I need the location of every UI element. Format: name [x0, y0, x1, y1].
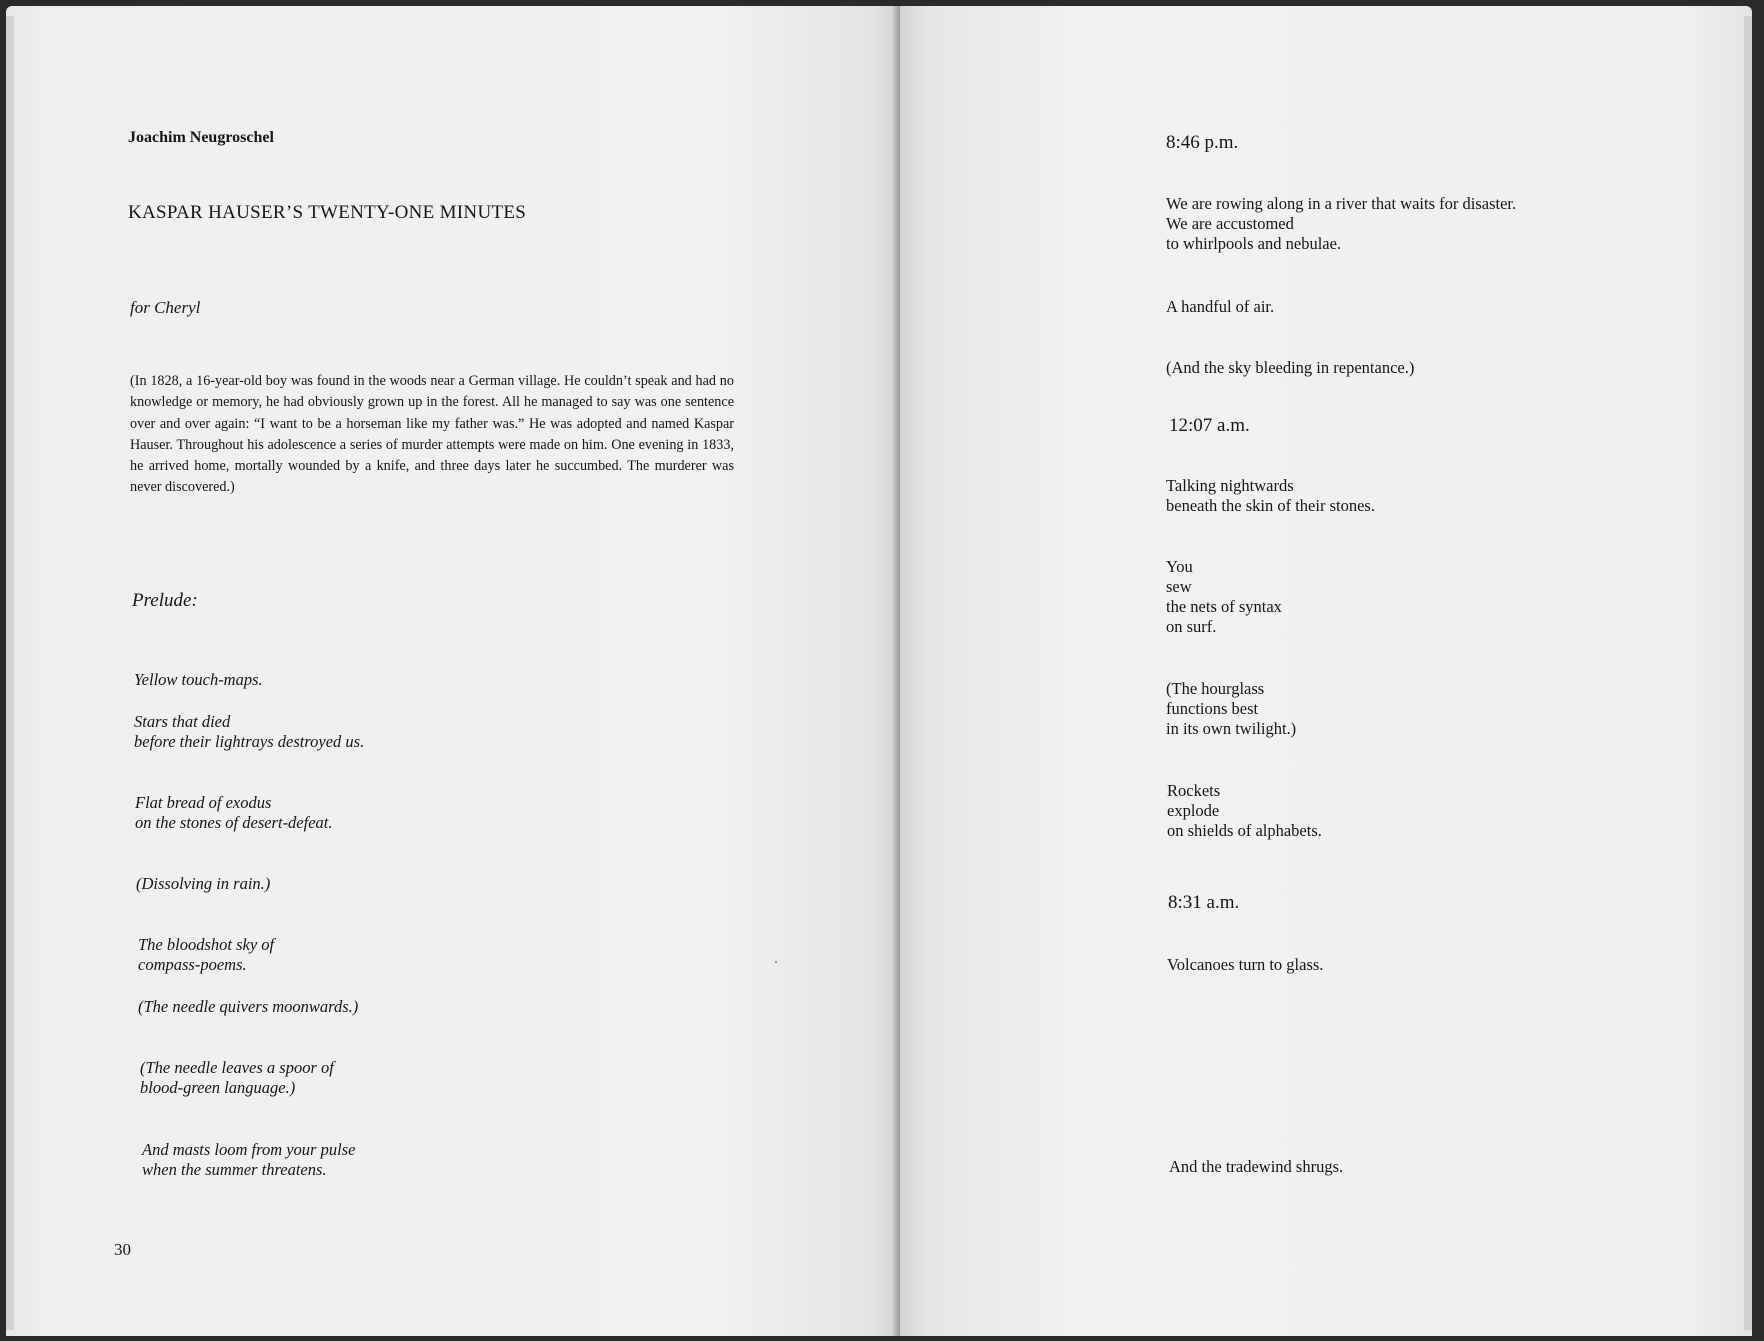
stanza: [1167, 955, 1323, 975]
stanza: [1166, 194, 1516, 254]
stanza-line: to whirlpools and nebulae.: [1166, 234, 1342, 253]
dedication: for Cheryl: [130, 298, 201, 317]
stanza-line: (The needle quivers moonwards.): [138, 997, 359, 1016]
stanza: [1166, 476, 1375, 516]
right-page: [900, 6, 1752, 1336]
stanza-line: on surf.: [1166, 617, 1217, 636]
stanza-line: Rockets: [1167, 781, 1221, 800]
stanza-line: in its own twilight.): [1166, 719, 1297, 738]
page-edge: [6, 16, 14, 1330]
stanza: [140, 1058, 334, 1098]
stanza-line: sew: [1166, 577, 1192, 596]
stanza-line: A handful of air.: [1166, 297, 1275, 316]
stanza-line: (The needle leaves a spoor of: [140, 1058, 334, 1077]
stanza-line: explode: [1167, 801, 1220, 820]
stanza-line: beneath the skin of their stones.: [1166, 496, 1375, 515]
prelude-heading: Prelude:: [132, 590, 198, 611]
stanza: [136, 874, 270, 894]
left-page: [6, 6, 900, 1336]
speck: [775, 961, 777, 963]
stanza-line: We are rowing along in a river that waits for disaster.: [1166, 194, 1517, 213]
stanza-line: blood-green language.): [140, 1078, 296, 1097]
stanza: [1167, 781, 1322, 841]
stanza-line: compass-poems.: [138, 955, 247, 974]
stanza: [1166, 557, 1282, 637]
time-heading: 8:31 a.m.: [1168, 892, 1240, 913]
poem-title: KASPAR HAUSER’S TWENTY-ONE MINUTES: [128, 202, 527, 223]
stanza: [138, 935, 274, 975]
stanza-line: (The hourglass: [1166, 679, 1265, 698]
page-number: 30: [114, 1240, 131, 1259]
stanza: [1166, 679, 1296, 739]
stanza-line: before their lightrays destroyed us.: [134, 732, 365, 751]
stanza: [1166, 358, 1414, 378]
intro-paragraph: (In 1828, a 16-year-old boy was found in the woods near a German village. He couldn’t speak and had no knowledge or memory, he had obviously grown up in the forest. All he managed to say was one sentence over and over again: “I want to be a horseman like my father was.” He was adopted and named Kaspar Hauser. Throughout his adolescence a series of murder attempts were made on him. One evening in 1833, he arrived home, mortally wounded by a knife, and three days later he succumbed. The murderer was never discovered.): [130, 373, 734, 496]
stanza-line: (And the sky bleeding in repentance.): [1166, 358, 1415, 377]
stanza-line: And masts loom from your pulse: [142, 1140, 356, 1159]
stanza-line: the nets of syntax: [1166, 597, 1282, 616]
stanza-line: Talking nightwards: [1166, 476, 1294, 495]
stanza: [142, 1140, 355, 1180]
stanza: [134, 712, 364, 752]
stanza-line: Yellow touch-maps.: [134, 670, 263, 689]
stanza-line: functions best: [1166, 699, 1259, 718]
stanza: [1166, 297, 1274, 317]
stanza-line: Stars that died: [134, 712, 231, 731]
stanza: [1169, 1157, 1343, 1177]
page-edge: [1744, 16, 1752, 1330]
stanza: [138, 997, 358, 1017]
author-name: Joachim Neugroschel: [128, 129, 274, 146]
time-heading: 8:46 p.m.: [1166, 132, 1239, 153]
stanza-line: The bloodshot sky of: [138, 935, 275, 954]
stanza-line: (Dissolving in rain.): [136, 874, 271, 893]
stanza-line: We are accustomed: [1166, 214, 1294, 233]
stanza: [135, 793, 333, 833]
time-heading: 12:07 a.m.: [1169, 415, 1250, 436]
stanza-line: on the stones of desert-defeat.: [135, 813, 333, 832]
stanza-line: You: [1166, 557, 1193, 576]
stanza-line: Volcanoes turn to glass.: [1167, 955, 1324, 974]
stanza-line: on shields of alphabets.: [1167, 821, 1322, 840]
stanza-line: Flat bread of exodus: [135, 793, 272, 812]
stanza: [134, 670, 263, 690]
stanza-line: when the summer threatens.: [142, 1160, 327, 1179]
stanza-line: And the tradewind shrugs.: [1169, 1157, 1344, 1176]
